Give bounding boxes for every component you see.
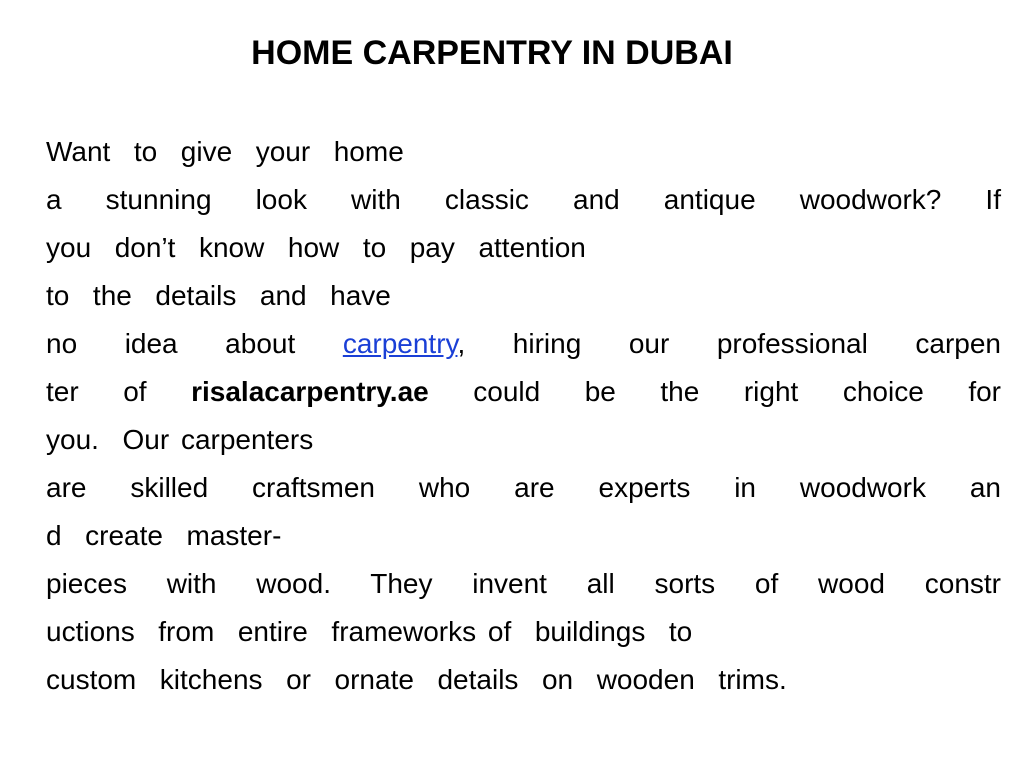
- carpentry-link[interactable]: carpentry: [342, 328, 458, 359]
- text-line: to the details and have: [46, 280, 391, 311]
- text-line: uctions from entire frameworks of buildings to: [46, 616, 693, 647]
- text-line: you. Our carpenters: [46, 424, 314, 455]
- text-line: d create master-: [46, 520, 282, 551]
- body-paragraph: [46, 128, 1001, 704]
- page-title: HOME CARPENTRY IN DUBAI: [251, 34, 733, 72]
- text-line-with-link: [46, 320, 1001, 368]
- text-line: custom kitchens or ornate details on wooden trims.: [46, 664, 787, 695]
- text-line: you don’t know how to pay attention: [46, 232, 586, 263]
- text-line: a stunning look with classic and antique woodwork? If: [46, 184, 1001, 215]
- text-segment: could be the right choice for: [428, 376, 1001, 407]
- text-segment: ter of: [46, 376, 192, 407]
- text-segment: no idea about: [46, 328, 343, 359]
- text-line: are skilled craftsmen who are experts in woodwork an: [46, 472, 1001, 503]
- text-line: Want to give your home: [46, 136, 404, 167]
- text-line-with-brand: [46, 368, 1001, 416]
- brand-name: risalacarpentry.ae: [191, 376, 429, 407]
- text-line: pieces with wood. They invent all sorts of wood constr: [46, 568, 1001, 599]
- text-segment: , hiring our professional carpen: [457, 328, 1001, 359]
